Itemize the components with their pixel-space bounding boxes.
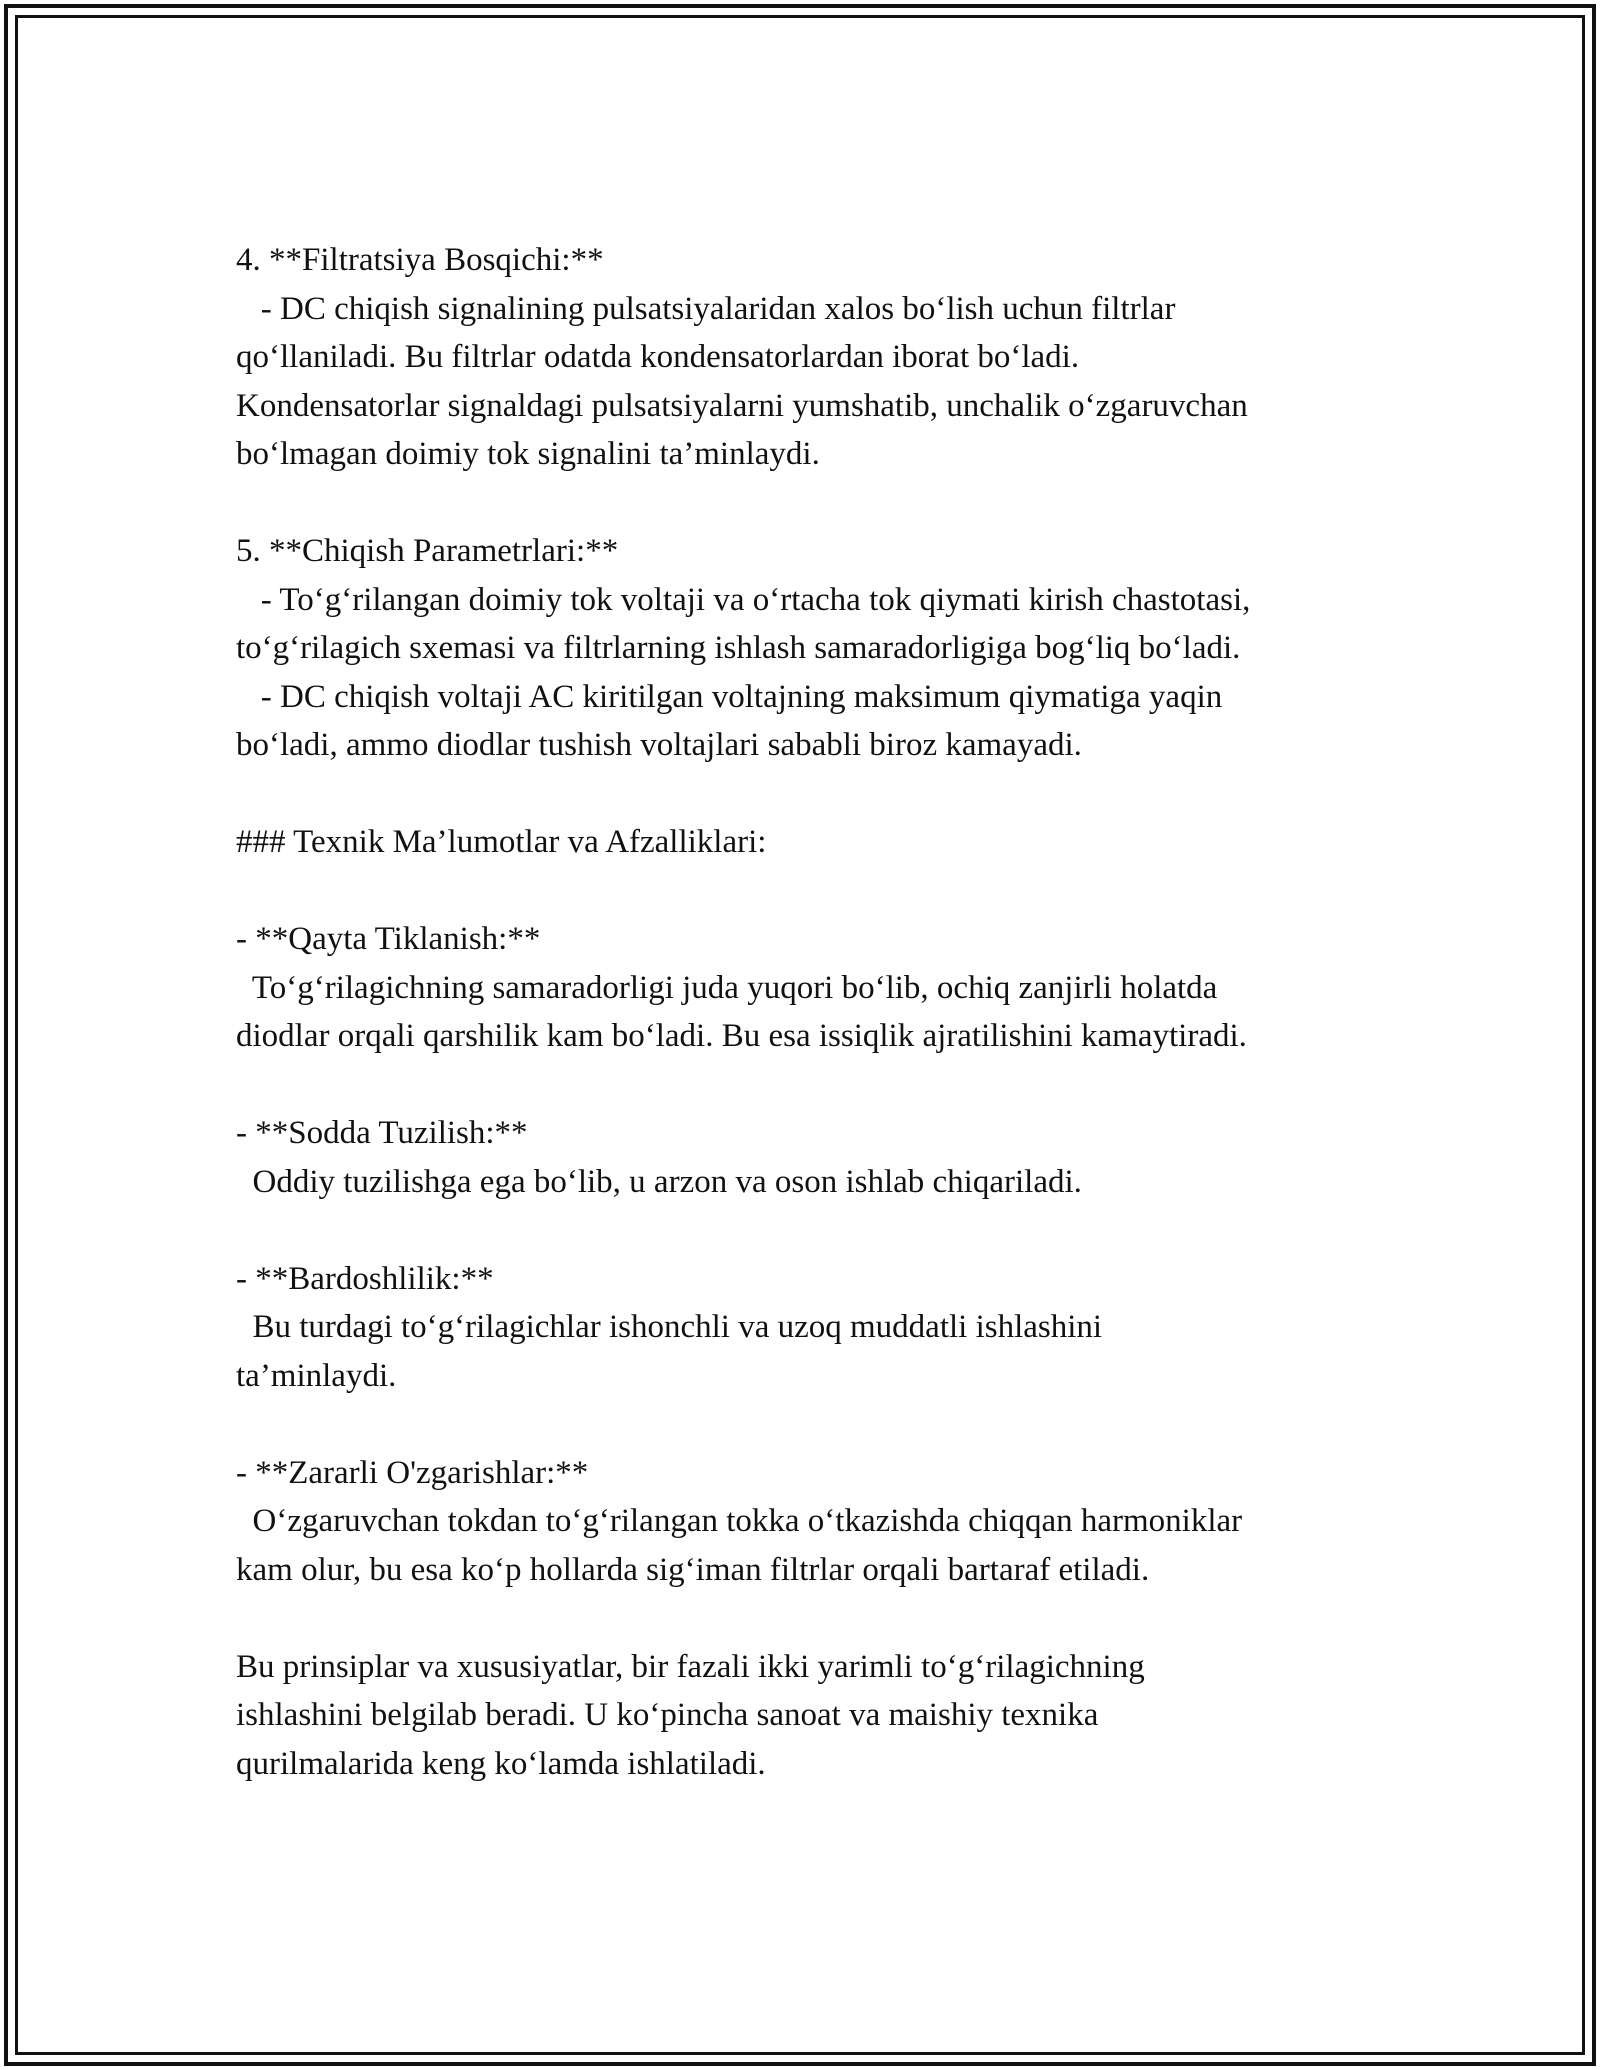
section-heading: 5. **Chiqish Parametrlari:** (236, 533, 619, 569)
text-line: - To‘g‘rilangan doimiy tok voltaji va o‘rtacha tok qiymati kirish chastotasi, (236, 581, 1251, 618)
text-line: - DC chiqish signalining pulsatsiyalaridan xalos bo‘lish uchun filtrlar (236, 290, 1176, 327)
item-qayta-tiklanish (236, 915, 1416, 1061)
section-heading: 4. **Filtratsiya Bosqichi:** (236, 242, 604, 278)
item-heading: - **Qayta Tiklanish:** (236, 921, 541, 957)
text-line: to‘g‘rilagich sxemasi va filtrlarning ishlash samaradorligiga bog‘liq bo‘ladi. (236, 630, 1241, 666)
text-line: O‘zgaruvchan tokdan to‘g‘rilangan tokka o‘tkazishda chiqqan harmoniklar (236, 1503, 1243, 1539)
text-line: kam olur, bu esa ko‘p hollarda sig‘iman filtrlar orqali bartaraf etiladi. (236, 1551, 1150, 1588)
conclusion-paragraph (236, 1643, 1416, 1789)
text-line: To‘g‘rilagichning samaradorligi juda yuqori bo‘lib, ochiq zanjirli holatda (236, 969, 1218, 1006)
item-zararli-ozgarishlar (236, 1449, 1416, 1595)
item-heading: - **Bardoshlilik:** (236, 1260, 494, 1297)
text-line: Bu turdagi to‘g‘rilagichlar ishonchli va uzoq muddatli ishlashini (236, 1309, 1103, 1345)
item-heading: - **Zararli O'zgarishlar:** (236, 1454, 589, 1491)
text-line: qo‘llaniladi. Bu filtrlar odatda kondensatorlardan iborat bo‘ladi. (236, 339, 1080, 375)
text-line: Kondensatorlar signaldagi pulsatsiyalarni yumshatib, unchalik o‘zgaruvchan (236, 387, 1248, 424)
text-line: ishlashini belgilab beradi. U ko‘pincha sanoat va maishiy texnika (236, 1697, 1099, 1733)
text-line: diodlar orqali qarshilik kam bo‘ladi. Bu esa issiqlik ajratilishini kamaytiradi. (236, 1018, 1247, 1054)
document-body (236, 236, 1416, 1788)
subsection-title: ### Texnik Ma’lumotlar va Afzalliklari: (236, 824, 767, 860)
section-chiqish-parametrlari (236, 527, 1416, 770)
item-heading: - **Sodda Tuzilish:** (236, 1115, 528, 1151)
text-line: bo‘lmagan doimiy tok signalini ta’minlaydi. (236, 436, 820, 472)
text-line: bo‘ladi, ammo diodlar tushish voltajlari sababli biroz kamayadi. (236, 727, 1082, 763)
item-bardoshlilik (236, 1255, 1416, 1401)
section-texnik-heading (236, 818, 1416, 867)
text-line: qurilmalarida keng ko‘lamda ishlatiladi. (236, 1745, 766, 1782)
section-filtratsiya (236, 236, 1416, 479)
item-sodda-tuzilish (236, 1109, 1416, 1206)
text-line: Bu prinsiplar va xususiyatlar, bir fazali ikki yarimli to‘g‘rilagichning (236, 1648, 1145, 1685)
text-line: ta’minlaydi. (236, 1357, 397, 1394)
text-line: - DC chiqish voltaji AC kiritilgan voltajning maksimum qiymatiga yaqin (236, 678, 1223, 715)
text-line: Oddiy tuzilishga ega bo‘lib, u arzon va oson ishlab chiqariladi. (236, 1163, 1082, 1200)
